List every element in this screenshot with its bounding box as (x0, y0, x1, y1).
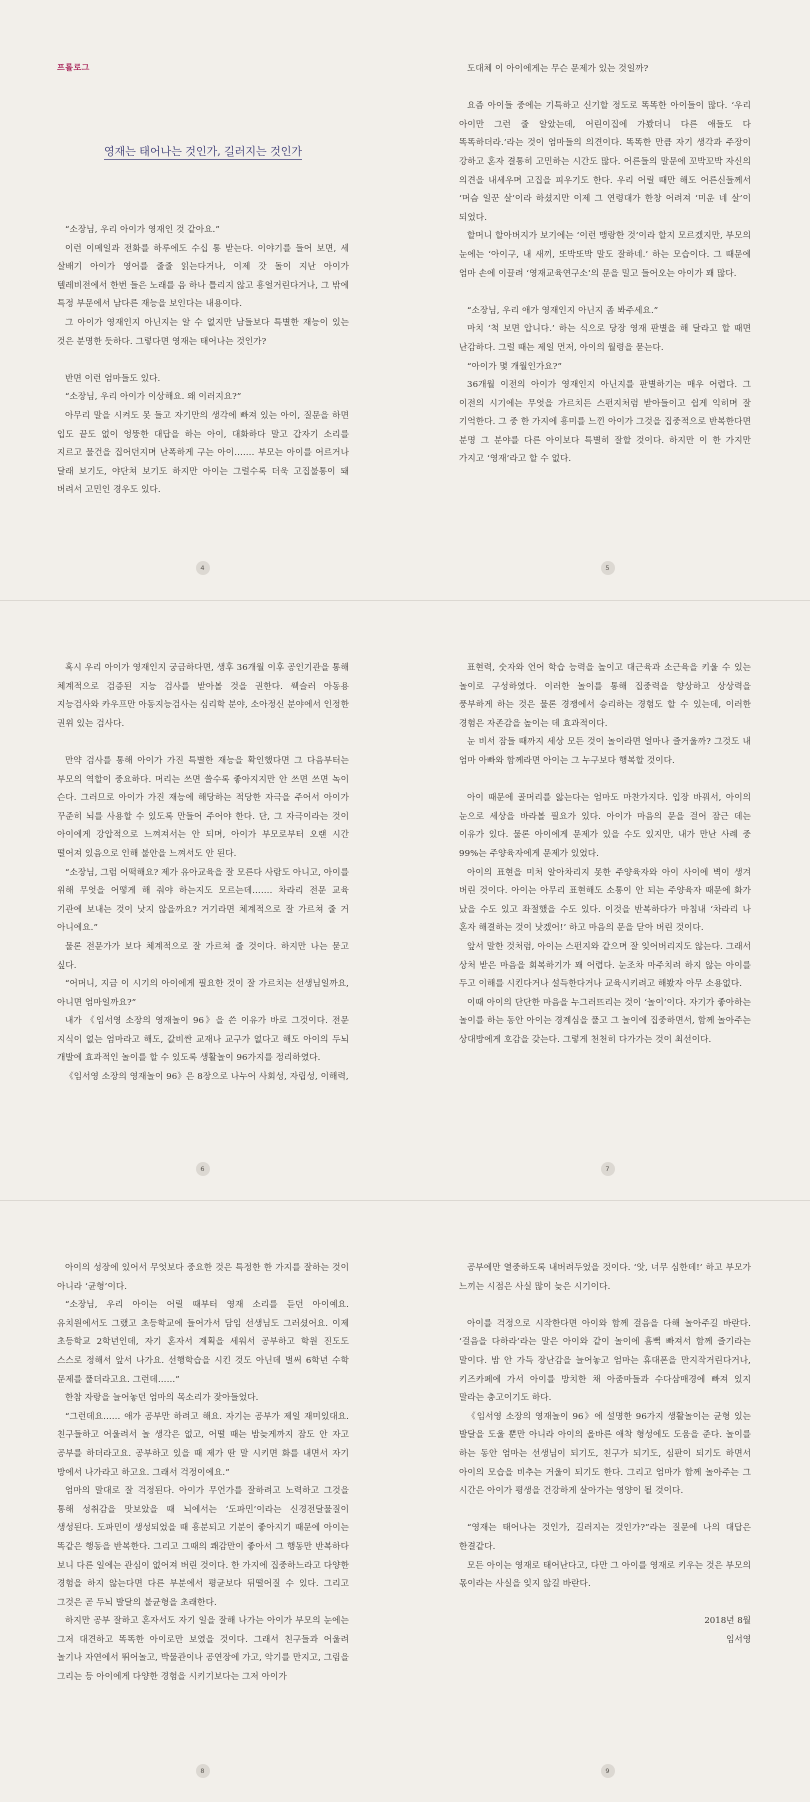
page-text (57, 659, 349, 1087)
paragraph: “소장님, 우리 아이가 영재인 것 같아요.” (65, 225, 220, 235)
page-number: 4 (196, 561, 210, 575)
paragraph: “소장님, 우리 애가 영재인지 아닌지 좀 봐주세요.” (467, 305, 659, 316)
paragraph: 모든 아이는 영재로 태어난다고, 다만 그 아이를 영재로 키우는 것은 부모의 몫이라는 사실을 잊지 않길 바란다. (459, 1560, 751, 1590)
paragraph: “어머니, 지금 이 시기의 아이에게 필요한 것이 잘 가르치는 선생님일까요, 아니면 엄마일까요?” (57, 979, 349, 1008)
paragraph: 이때 아이의 단단한 마음을 누그러뜨리는 것이 ‘놀이’이다. 자기가 좋아하는 놀이를 하는 동안 아이는 경계심을 풀고 그 놀이에 집중하면서, 함께 놀아주는 상대방에게 호감을 갖는다. 그렇게 천천히 다가가는 것이 최선이다. (459, 997, 751, 1045)
page-5 (405, 0, 810, 599)
paragraph: 하지만 공부 잘하고 혼자서도 자기 일을 잘해 나가는 아이가 부모의 눈에는 그저 대견하고 똑똑한 아이로만 보였을 것이다. 그래서 친구들과 어울려 놀기나 자연에서 뛰어놀고, 박물관이나 공연장에 가고, 악기를 만지고, 그림을 그리는 등 아이에게 다양한 경험을 시키기보다는 그저 아이가 (57, 1616, 349, 1683)
paragraph: 공부에만 열중하도록 내버려두었을 것이다. ‘앗, 너무 심한데!’ 하고 부모가 느끼는 시점은 사실 많이 늦은 시기이다. (459, 1263, 751, 1292)
page-number: 6 (196, 1162, 210, 1176)
paragraph: 아이 때문에 골머리를 앓는다는 엄마도 마찬가지다. 입장 바꿔서, 아이의 눈으로 세상을 바라볼 필요가 있다. 아이가 마음의 문을 걸어 잠근 데는 이유가 있다. 물론 아이에게 문제가 있을 수도 있지만, 내가 만난 사례 중 99%는 주양육자에게 문제가 있었다. (459, 793, 751, 859)
spread-1 (0, 0, 810, 599)
page-text (459, 1259, 751, 1649)
paragraph: 아이를 걱정으로 시작한다면 아이와 함께 걸음을 다해 놀아주길 바란다. ‘걸음을 다하라’라는 말은 아이와 같이 놀이에 흠뻑 빠져서 함께 즐기라는 말이다. 밤 안 가득 장난감을 늘어놓고 엄마는 휴대폰을 만지작거린다거나, 키즈카페에 가서 아이를 방치한 채 아줌마들과 수다삼매경에 빠져 있지 말라는 충고이기도 하다. (459, 1318, 751, 1404)
paragraph: “그런데요…… 애가 공부만 하려고 해요. 자기는 공부가 제일 재미있대요. 친구들하고 어울려서 놀 생각은 없고, 어떨 때는 밤늦게까지 잠도 안 자고 공부를 하더라고요. 공부하고 있을 때 제가 딴 말 시키면 화를 내면서 자기 방에서 나가라고 하고요. 그래서 걱정이에요.” (57, 1411, 349, 1478)
paragraph: 만약 검사를 통해 아이가 가진 특별한 재능을 확인했다면 그 다음부터는 부모의 역할이 중요하다. 머리는 쓰면 쓸수록 좋아지지만 안 쓰면 쓰면 녹이 슨다. 그러므로 아이가 가진 재능에 해당하는 적당한 자극을 주어서 아이가 꾸준히 뇌를 사용할 수 있도록 만들어 주어야 한다. 단, 그 자극이라는 것이 아이에게 강압적으로 느껴져서는 안 되며, 아이가 부모로부터 오랜 시간 떨어져 있음으로 인해 불안을 느껴서도 안 된다. (57, 755, 349, 859)
page-text (459, 60, 751, 469)
page-text (459, 659, 751, 1049)
paragraph: 마치 ‘척 보면 압니다.’ 하는 식으로 당장 영재 판별을 해 달라고 할 때면 난감하다. 그럴 때는 제일 먼저, 아이의 월령을 묻는다. (459, 324, 751, 353)
page-number: 7 (601, 1162, 615, 1176)
paragraph: 그 아이가 영재인지 아닌지는 알 수 없지만 남들보다 특별한 재능이 있는 것은 분명한 듯하다. 그렇다면 영재는 태어나는 것인가? (57, 317, 349, 347)
section-label: 프롤로그 (57, 63, 90, 72)
page-number: 8 (196, 1764, 210, 1778)
paragraph: 엄마의 말대로 잘 걱정된다. 아이가 무언가를 잘하려고 노력하고 그것을 통해 성취감을 맛보았을 때 뇌에서는 ‘도파민’이라는 신경전달물질이 생성된다. 도파민이 생성되었을 때 흥분되고 기분이 좋아지기 때문에 아이는 똑같은 행동을 반복한다. 그리고 그때의 쾌감만이 좋아서 그 행동만 반복하다 보니 다른 일에는 관심이 없어져 버린 것이다. 한 가지에 집중하느라고 다양한 경험을 하지 않는다면 다른 부분에서 평균보다 뒤떨어질 수 있다. 그리고 그것은 곧 두뇌 발달의 불균형을 초래한다. (57, 1486, 349, 1608)
paragraph: “소장님, 그럼 어떡해요? 제가 유아교육을 잘 모른다 사람도 아니고, 아이를 위해 무엇을 어떻게 해 줘야 하는지도 모르는데……. 차라리 전문 교육 기관에 보내는 것이 낫지 않을까요? 거기라면 체계적으로 잘 가르쳐 줄 거 아니에요.” (57, 867, 349, 934)
paragraph: 한참 자랑을 늘어놓던 엄마의 목소리가 잦아들었다. (65, 1393, 259, 1404)
paragraph: 할머니 할아버지가 보기에는 ‘이런 맹랑한 것’이라 할지 모르겠지만, 부모의 눈에는 ‘아이구, 내 새끼, 또박또박 말도 잘하네.’ 하는 모습이다. 그 때문에 엄마 손에 이끌려 ‘영재교육연구소’의 문을 밀고 들어오는 아이가 꽤 많다. (459, 231, 751, 279)
page-7 (405, 601, 810, 1200)
paragraph: 아이의 성장에 있어서 무엇보다 중요한 것은 특정한 한 가지를 잘하는 것이 아니라 ‘균형’이다. (57, 1263, 349, 1292)
page-4 (0, 0, 405, 599)
page-6 (0, 601, 405, 1200)
page-9 (405, 1201, 810, 1802)
paragraph: 물론 전문가가 보다 체계적으로 잘 가르쳐 줄 것이다. 하지만 나는 묻고 싶다. (57, 941, 349, 971)
page-text (57, 221, 349, 500)
paragraph: “소장님, 우리 아이가 이상해요. 왜 이러지요?” (65, 392, 242, 403)
spread-2 (0, 600, 810, 1200)
paragraph: 혹시 우리 아이가 영재인지 궁금하다면, 생후 36개월 이후 공인기관을 통해 체계적으로 검증된 지능 검사를 받아볼 것을 권한다. 웩슬러 아동용 지능검사와 카우프만 아동지능검사는 심리학 분야, 소아정신 분야에서 인정한 권위 있는 검사다. (57, 663, 349, 729)
signature-author: 임서영 (726, 1634, 751, 1645)
chapter-title (57, 143, 349, 159)
paragraph: 표현력, 숫자와 언어 학습 능력을 높이고 대근육과 소근육을 키울 수 있는 놀이로 구성하였다. 이러한 놀이를 통해 집중력을 향상하고 상상력을 풍부하게 하는 것은 물론 경쟁에서 승리하는 경험도 할 수 있는데, 이러한 경험은 자존감을 높이는 데 효과적이다. (459, 663, 751, 729)
spread-3 (0, 1200, 810, 1802)
paragraph: 내가 《임서영 소장의 영재놀이 96》을 쓴 이유가 바로 그것이다. 전문 지식이 없는 엄마라고 해도, 값비싼 교재나 교구가 없다고 해도 아이의 두뇌 개발에 효과적인 놀이를 할 수 있도록 생활놀이 96가지를 정리하였다. (57, 1016, 349, 1064)
chapter-title-text: 영재는 태어나는 것인가, 길러지는 것인가 (103, 145, 303, 158)
paragraph: “소장님, 우리 아이는 어릴 때부터 영재 소리를 듣던 아이예요. 유치원에서도 그랬고 초등학교에 들어가서 담임 선생님도 그러셨어요. 이제 초등학교 2학년인데, 자기 혼자서 계획을 세워서 공부하고 학원 진도도 스스로 정해서 앞서 나가요. 선행학습을 시킨 것도 아닌데 벌써 6학년 수학 문제를 풀더라고요. 그런데……” (57, 1300, 349, 1385)
paragraph: 36개월 이전의 아이가 영재인지 아닌지를 판별하기는 매우 어렵다. 그 이전의 시기에는 무엇을 가르치든 스펀지처럼 받아들이고 쉽게 익히며 잘 기억한다. 그 중 한 가지에 흥미를 느낀 아이가 그것을 집중적으로 반복한다면 분명 그 분야를 다른 아이보다 특별히 잘할 것이다. 하지만 이 한 가지만 가지고 ‘영재’라고 할 수 없다. (459, 380, 751, 465)
paragraph: 눈 비서 잠들 때까지 세상 모든 것이 놀이라면 얼마나 즐거울까? 그것도 내 엄마 아빠와 함께라면 아이는 그 누구보다 행복할 것이다. (459, 737, 751, 766)
page-number: 9 (601, 1764, 615, 1778)
paragraph: 《임서영 소장의 영재놀이 96》에 설명한 96가지 생활놀이는 균형 있는 발달을 도울 뿐만 아니라 아이의 올바른 애착 형성에도 도움을 준다. 놀이를 하는 동안 엄마는 선생님이 되기도, 친구가 되기도, 심판이 되기도 하면서 아이의 모습을 비추는 거울이 되기도 한다. 그리고 엄마가 함께 놀아주는 그 시간은 아이가 평생을 건강하게 살아가는 영양이 될 것이다. (459, 1411, 751, 1497)
page-text (57, 1259, 349, 1687)
paragraph: “아이가 몇 개월인가요?” (467, 361, 562, 372)
page-number: 5 (601, 561, 615, 575)
paragraph: 반면 이런 엄마들도 있다. (65, 373, 161, 384)
page-8 (0, 1201, 405, 1802)
paragraph: 이런 이메일과 전화를 하루에도 수십 통 받는다. 이야기를 들어 보면, 세 살배기 아이가 영어를 줄줄 읽는다거나, 이제 갓 돌이 지난 아이가 텔레비전에서 한번 들은 노래를 음 하나 틀리지 않고 흥얼거린다거나, 그 밖에 특정 부문에서 남다른 재능을 보인다는 내용이다. (57, 243, 349, 310)
paragraph: 아무리 말을 시켜도 못 들고 자기만의 생각에 빠져 있는 아이, 질문을 하면 입도 끝도 없이 엉뚱한 대답을 하는 아이, 대화하다 말고 갑자기 소리를 지르고 물건을 집어던지며 난폭하게 구는 아이……. 부모는 아이를 어르거나 달래 보기도, 야단쳐 보기도 하지만 아이는 그럴수록 더욱 고집불통이 돼 버려서 고민인 경우도 있다. (57, 410, 349, 496)
signature-date: 2018년 8월 (704, 1616, 751, 1627)
paragraph: “영재는 태어나는 것인가, 길러지는 것인가?”라는 질문에 나의 대답은 한결같다. (459, 1523, 751, 1552)
paragraph: 아이의 표현을 미처 알아차리지 못한 주양육자와 아이 사이에 벽이 생겨 버린 것이다. 아이는 아무리 표현해도 소통이 안 되는 주양육자 때문에 화가 났을 수도 있고 좌절했을 수도 있다. 이것을 반복하다가 마침내 ‘차라리 나 혼자 해결하는 것이 낫겠어!’ 하고 마음의 문을 닫아 버린 것이다. (459, 867, 751, 934)
paragraph: 《임서영 소장의 영재놀이 96》은 8장으로 나누어 사회성, 자립성, 이해력, (65, 1072, 349, 1083)
paragraph: 앞서 말한 것처럼, 아이는 스펀지와 같으며 잘 잊어버리지도 않는다. 그래서 상처 받은 마음을 회복하기가 꽤 어렵다. 눈조차 마주치려 하지 않는 아이를 두고 이해를 시킨다거나 설득한다거나 교육시키려고 해봤자 아무 소용없다. (459, 941, 751, 990)
paragraph: 요즘 아이들 중에는 기특하고 신기할 정도로 똑똑한 아이들이 많다. ‘우리 아이만 그런 줄 알았는데, 어린이집에 가봤더니 다른 애들도 다 똑똑하더라.’라는 것이 엄마들의 의견이다. 똑똑한 만큼 자기 생각과 주장이 강하고 혼자 결통히 고민하는 시간도 많다. 어른들의 말문에 꼬박꼬박 자신의 의견을 내세우며 고집을 피우기도 한다. 우리 어릴 때만 해도 어른신들께서 ‘머슴 일꾼 살’이라 하셨지만 이제 그 연령대가 한창 어려져 ‘미운 네 살’이 되었다. (459, 101, 751, 223)
paragraph: 도대체 이 아이에게는 무슨 문제가 있는 것일까? (467, 64, 649, 74)
